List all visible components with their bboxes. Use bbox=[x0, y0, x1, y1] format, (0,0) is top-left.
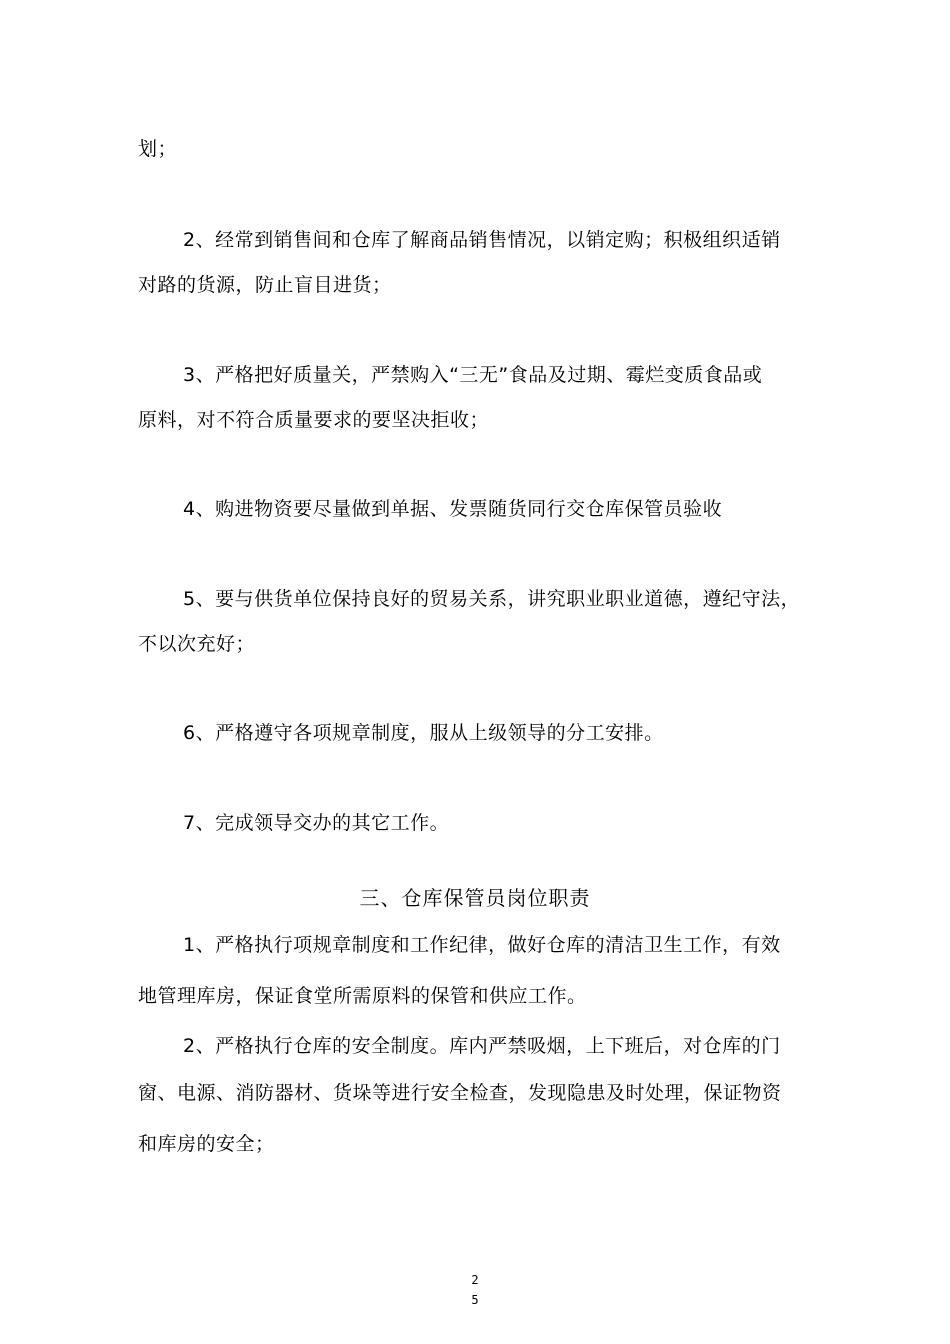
page-number-digit-1: 2 bbox=[471, 1273, 479, 1287]
paragraph-4-line-1: 4、购进物资要尽量做到单据、发票随货同行交仓库保管员验收 bbox=[183, 498, 723, 520]
paragraph-6-line-1: 6、严格遵守各项规章制度，服从上级领导的分工安排。 bbox=[183, 722, 664, 744]
paragraph-5-line-1: 5、要与供货单位保持良好的贸易关系，讲究职业职业道德，遵纪守法， bbox=[183, 588, 801, 610]
paragraph-3-line-1: 3、严格把好质量关，严禁购入“三无”食品及过期、霉烂变质食品或 bbox=[183, 364, 763, 386]
page-number-digit-2: 5 bbox=[471, 1293, 479, 1307]
paragraph-5-line-2: 不以次充好； bbox=[138, 633, 256, 655]
paragraph-2-line-2: 对路的货源，防止盲目进货； bbox=[138, 274, 392, 296]
section-heading: 三、仓库保管员岗位职责 bbox=[359, 886, 591, 910]
section-3-item-1-line-1: 1、严格执行项规章制度和工作纪律，做好仓库的清洁卫生工作，有效 bbox=[183, 934, 781, 956]
section-3-item-2-line-2: 窗、电源、消防器材、货垛等进行安全检查，发现隐患及时处理，保证物资 bbox=[138, 1082, 782, 1104]
section-3-item-2-line-3: 和库房的安全； bbox=[138, 1133, 275, 1155]
paragraph-3-line-2: 原料，对不符合质量要求的要坚决拒收； bbox=[138, 409, 490, 431]
section-3-item-2-line-1: 2、严格执行仓库的安全制度。库内严禁吸烟，上下班后，对仓库的门 bbox=[183, 1035, 781, 1057]
paragraph-2-line-1: 2、经常到销售间和仓库了解商品销售情况，以销定购；积极组织适销 bbox=[183, 229, 781, 251]
paragraph-7-line-1: 7、完成领导交办的其它工作。 bbox=[183, 812, 450, 834]
paragraph-continuation: 划； bbox=[138, 138, 178, 160]
section-3-item-1-line-2: 地管理库房，保证食堂所需原料的保管和供应工作。 bbox=[138, 985, 587, 1007]
